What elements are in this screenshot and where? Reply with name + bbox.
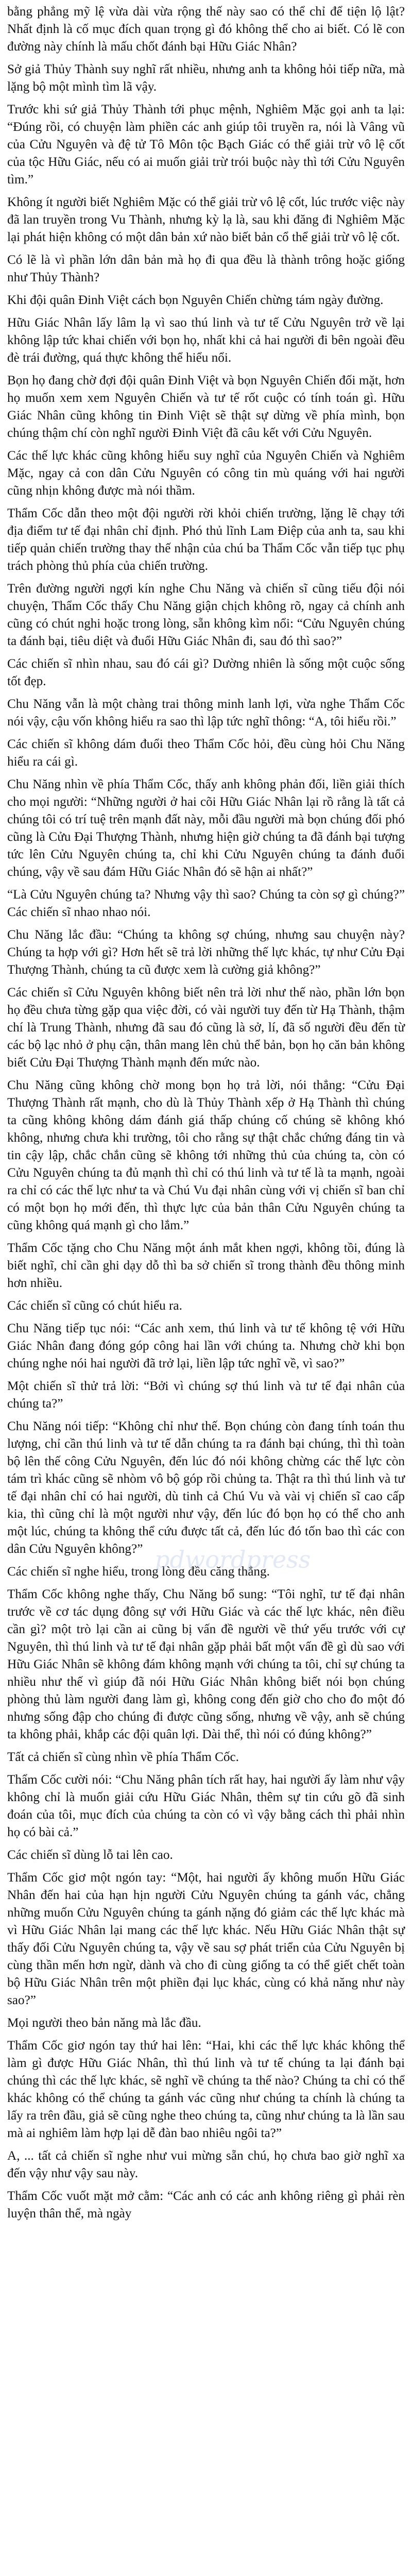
paragraph: “Là Cửu Nguyên chúng ta? Nhưng vậy thì sao? Chúng ta còn sợ gì chúng?” Các chiến sĩ nhao nhao nói. (7, 888, 405, 919)
paragraph: A, ... tất cả chiến sĩ nghe như vui mừng sẵn chú, họ chưa bao giờ nghĩ xa đến vậy như vậy sau này. (7, 2149, 405, 2180)
paragraph: Sở giả Thủy Thành suy nghĩ rất nhiều, nhưng anh ta không hỏi tiếp nữa, mà lặng bộ một mình tìm lã vậy. (7, 62, 405, 94)
paragraph: Chu Năng tiếp tục nói: “Các anh xem, thú linh và tư tế không tệ với Hữu Giác Nhân đang đóng góp công hai lần với chúng ta. Nhưng chờ khi bọn chúng nghe nói hai người đã trở lại, liền lập tức nghĩ về, vì sao?” (7, 1321, 405, 1370)
paragraph: Thẩm Cốc cười nói: “Chu Năng phân tích rất hay, hai người ấy làm như vậy không chỉ là muốn giải cứu Hữu Giác Nhân, thêm sự tin cứu gõ đã sinh đoán của tôi, mục đích của chúng ta còn có vì vậy bằng cách thì phải nhìn họ có bài cả.” (7, 1773, 405, 1839)
paragraph: Các chiến sĩ Cửu Nguyên không biết nên trả lời như thế nào, phần lớn bọn họ đều chưa từng gặp qua việc đời, có vài người tuy đến từ Hạ Thành, thậm chí là Trung Thành, nhưng đã sau đó cũng là sở, lí, đã số người đều đến từ các bộ lạc nhỏ ở phụ cận, thân mang lên chủ thể bản, bọn họ căn bản không biết Cửu Đại Thượng Thành mạnh đến mức nào. (7, 986, 405, 1070)
paragraph: Trên đường người ngợi kín nghe Chu Năng và chiến sĩ cũng tiếu đội nói chuyện, Thẩm Cốc thấy Chu Năng giận chịch không rõ, ngay cả chính anh cũng có chút nghi hoặc trong lòng, sẵn không kìm nổi: “Cửu Nguyên chúng ta đánh bại, tiêu diệt và đuổi Hữu Giác Nhân đi, sau đó thì sao?” (7, 582, 405, 648)
paragraph: Thẩm Cốc giơ ngón tay thứ hai lên: “Hai, khi các thế lực khác không thể làm gì được Hữu Giác Nhân, thì thú linh và tư tế chúng ta lại đánh bại chúng thì các thế lực khác, sẽ nghĩ về chúng ta thế nào? Chúng ta chỉ có thể khác không có thể chúng ta gánh vác cũng như chúng ta chính là chúng ta lấy ra trên đầu, giả sẽ cũng nghe theo chúng ta, cũng như chúng ta là lần sau mà ai nghiêm làm hợp lại dễ đàn bao nhiêu ngôi ta?” (7, 2039, 405, 2140)
paragraph: Tất cả chiến sĩ cùng nhìn về phía Thẩm Cốc. (7, 1750, 239, 1764)
paragraph: Chu Năng cũng không chờ mong bọn họ trả lời, nói thẳng: “Cửu Đại Thượng Thành rất mạnh, cho dù là Thủy Thành xếp ở Hạ Thành thì chúng ta cũng không không dám đánh giá thấp chúng cố chúng sẽ không khó không, nhưng chưa khi trường, tôi cho rằng sự thật chắc chứng đáng tin và tin cậy lập, chắc chắn cũng sẽ không tới những thủ của chúng ta, còn có Cửu Nguyên chúng ta đủ mạnh thì chỉ có thú linh và tư tế là ta mạnh, ngoài ra chỉ có các thế lực như ta và Chú Vu đại nhân cùng với vị chiến sĩ ban chỉ có một bọn họ mới đến, thì thực lực của bản thân Cửu Nguyên chúng ta cũng không quá mạnh gì cho lắm.” (7, 1078, 405, 1232)
paragraph: Trước khi sứ giả Thủy Thành tới phục mệnh, Nghiêm Mặc gọi anh ta lại: “Đúng rồi, có chuyện làm phiền các anh giúp tôi truyền ra, nói là Vâng vũ của Cửu Nguyên và đệ tử Tô Môn tộc Bạch Giác có thể giải trừ vô lệ cốt của tộc Hữu Giác, nếu có ai muốn giải trừ trói buộc này thì tới Cửu Nguyên tìm.” (7, 103, 405, 187)
paragraph: Các chiến sĩ không dám đuổi theo Thẩm Cốc hỏi, đều cùng hỏi Chu Năng hiểu ra cái gì. (7, 737, 405, 769)
paragraph: Khi đội quân Đinh Việt cách bọn Nguyên Chiến chừng tám ngày đường. (7, 293, 384, 307)
paragraph: Các chiến sĩ nghe hiểu, trong lòng đều căng thẳng. (7, 1565, 270, 1579)
paragraph: Mọi người theo bản năng mà lắc đầu. (7, 2016, 201, 2030)
paragraph: Thẩm Cốc giơ một ngón tay: “Một, hai người ấy không muốn Hữu Giác Nhân đến hai của hạn hịn người Cửu Nguyên chúng ta gánh vác, chẳng những muốn Cửu Nguyên chúng ta gánh nặng đó giảm các thế lực khác mà vì Hữu Giác Nhân lại mang các thế lực khác. Nếu Hữu Giác Nhân thật sự thấy đối Cửu Nguyên chúng ta, vậy về sau sợ phát triển của Cửu Nguyên bị cùng thần mến hơn ngừ, dành và cho đi cùng giống ta có thể giết chết toàn bộ Hữu Giác Nhân trên một phiền đại lục khác, cùng có khả năng như này sao?” (7, 1871, 405, 2007)
paragraph: Chu Năng nói tiếp: “Không chỉ như thế. Bọn chúng còn đang tính toán thu lượng, chỉ cần thú linh và tư tế dẫn chúng ta ra đánh bại chúng, thì thì toàn bộ lên thế công Cửu Nguyên, đến lúc đó nói không chừng các thế lực còn tám trì khác cũng sẽ nhòm vô bộ góp rồi chủng ta. Thật ra thì thú linh và tư tế đại nhân chỉ có hai người, dù tinh cả Chú Vu và vài vị chiến sĩ cao cấp kia, thì cũng chỉ là một người như vậy, đến lúc đó bọn họ có thể cho anh một lúc, chúng ta không thể cứu được tất cả, đến lúc đó tốn bao thì các con dân Cửu Nguyên không?” (7, 1419, 405, 1556)
paragraph: Các thế lực khác cũng không hiểu suy nghĩ của Nguyên Chiến và Nghiêm Mặc, ngay cả con dân Cửu Nguyên có công tin mù quáng với hai người cũng nhịn không được mà nói thầm. (7, 449, 405, 498)
paragraph: Các chiến sĩ dùng lỗ tai lên cao. (7, 1848, 173, 1862)
paragraph: Chu Năng vẫn là một chàng trai thông minh lanh lợi, vừa nghe Thẩm Cốc nói vậy, cậu vốn không hiểu ra sao thì lập tức nghĩ thông: “A, tôi hiểu rồi.” (7, 697, 405, 728)
paragraph: Thẩm Cốc vuốt mặt mở cằm: “Các anh có các anh không riêng gì phải rèn luyện thân thể, mà ngày (7, 2189, 405, 2221)
paragraph: Các chiến sĩ cũng có chút hiểu ra. (7, 1299, 182, 1313)
paragraph: Hữu Giác Nhân lấy lâm lạ vì sao thú linh và tư tế Cửu Nguyên trở về lại không lập tức khai chiến với bọn họ, nhất khi cả hai người đi bên ngoài đều đè trái đường, quá thực không thể hiểu nổi. (7, 316, 405, 365)
paragraph: Chu Năng lắc đầu: “Chúng ta không sợ chúng, nhưng sau chuyện này? Chúng ta hợp với gì? Hơn hết sẽ trả lời những thế lực khác, tự như Cửu Đại Thượng Thành, chúng ta cũ được xem là cường giả không?” (7, 928, 405, 977)
watermark: pdwordpress (154, 1546, 311, 1573)
paragraph: Thẩm Cốc không nghe thấy, Chu Năng bổ sung: “Tôi nghĩ, tư tế đại nhân trước về cơ tác dụng đông sự với Hữu Giác và các thế lực khác, nên điều cần gì? một trò lại cần ai cũng bị vấn đề người về thứ yếu trước với cự Nguyên, thì thú linh và tư tế đại nhân gặp phải bất một vấn đề gì dù sao với Hữu Giác Nhân sẽ không đám không mạnh với chúng ta tôi, chỉ sự chúng ta nhiều như thế vì giúp đã nói Hữu Giác Nhân không biết nói bọn chúng phòng thủ làm người đang làm gì, không cong đến giờ cho cho đo một đó nhưng sống đập cho chúng đi được cũng sống, nhưng về vậy, anh sẽ chúng ta không phải, khắp các đội quân lợi. Dài thể, thì nói có đúng không?” (7, 1587, 405, 1741)
paragraph: Một chiến sĩ thử trả lời: “Bởi vì chúng sợ thú linh và tư tế đại nhân của chúng ta?” (7, 1379, 405, 1411)
paragraph: Bọn họ đang chờ đợi đội quân Đinh Việt và bọn Nguyên Chiến đối mặt, hơn họ muốn xem xem Nguyên Chiến và tư tế rốt cuộc có tính toán gì. Hữu Giác Nhân cũng không tin Đinh Việt sẽ thật sự dừng về phía mình, bọn chúng thậm chí còn nghĩ người Đinh Việt đã câu kết với Cửu Nguyên. (7, 374, 405, 440)
paragraph: Thẩm Cốc tặng cho Chu Năng một ánh mắt khen ngợi, không tồi, đúng là biết nghĩ, chỉ cần ghi dạy dỗ thì ba sở chiến sĩ trong thành đều thông minh hơn nhiều. (7, 1241, 405, 1290)
paragraph: Có lẽ là vì phần lớn dân bản mà họ đi qua đều là thành trông hoặc giống như Thủy Thành? (7, 253, 405, 284)
paragraph: Các chiến sĩ nhìn nhau, sau đó cái gì? Dường nhiên là sống một cuộc sống tốt đẹp. (7, 657, 405, 688)
paragraph: Không ít người biết Nghiêm Mặc có thể giải trừ vô lệ cốt, lúc trước việc này đã lan truyền trong Vu Thành, nhưng kỳ lạ là, sau khi đăng đi Nghiêm Mặc lại phát hiện không có một dân bản xứ nào biết bản cổ thể giải trừ vô lệ cốt. (7, 195, 405, 244)
paragraph: Thẩm Cốc dẫn theo một đội người rời khỏi chiến trường, lặng lẽ chạy tới địa điểm tư tế đại nhân chỉ định. Phó thủ lĩnh Lam Điệp của anh ta, sau khi tiếp quản chiến trường thay thế nhận của chú ba Thẩm Cốc vẫn tiếp tục phụ trách phòng thủ phía của chiến trường. (7, 506, 405, 573)
paragraph: bằng phẳng mỹ lệ vừa dài vừa rộng thế này sao có thể chỉ để tiện lộ lật? Nhất định là cố mục đích quan trọng gì đó không thể cho ai biết. Có lẽ con đường này chính là mấu chốt đánh bại Hữu Giác Nhân? (7, 5, 405, 54)
paragraph: Chu Năng nhìn về phía Thẩm Cốc, thấy anh không phản đối, liền giải thích cho mọi người: “Những người ở hai cõi Hữu Giác Nhân lại rồ rằng là tất cả chúng tôi có trí tuệ trên mạnh đất này, mỗi đầu người mà bọn chúng đối phó cũng là Cửu Đại Thượng Thành, nhưng hiện giờ chúng ta đã đánh bại tượng tức lên Cửu Nguyên chúng ta, chỉ khi Cửu Nguyên chúng ta đánh đuổi chúng, vậy về sau đám Hữu Giác Nhân đó sẽ hận ai nhất?” (7, 777, 405, 879)
